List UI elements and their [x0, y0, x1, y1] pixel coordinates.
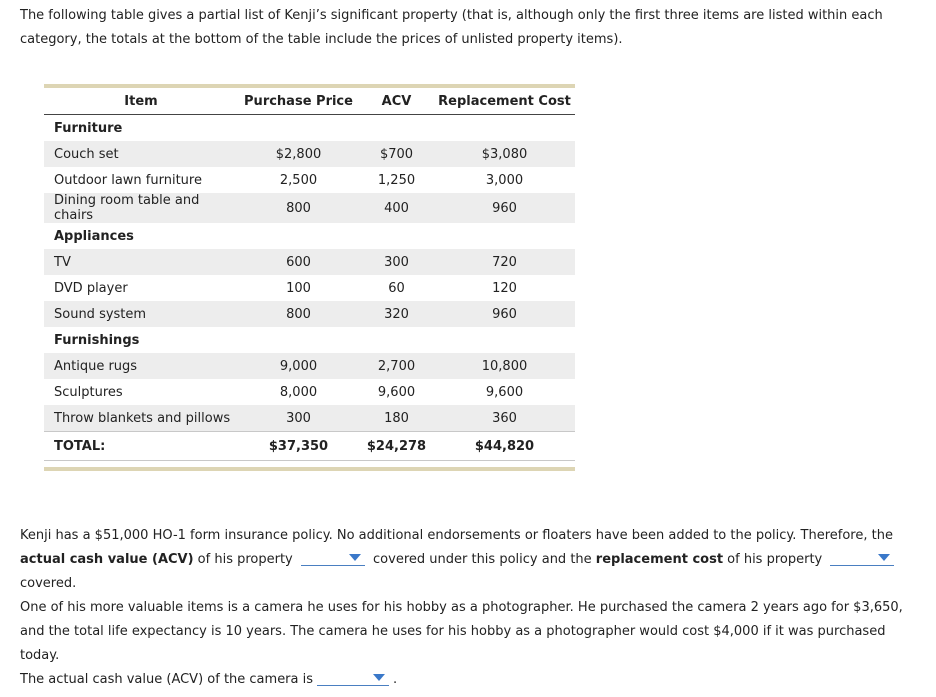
acv: 2,700: [359, 353, 434, 379]
acv: 1,250: [377, 172, 416, 188]
purchase-price: 300: [238, 405, 359, 432]
property-table: [44, 84, 575, 471]
replacement-coverage-dropdown[interactable]: [830, 551, 894, 566]
policy-text-3: covered under this policy and the: [373, 552, 596, 567]
category-row: [44, 115, 575, 142]
header-replacement-cost: Replacement Cost: [434, 88, 575, 115]
replacement-cost: 360: [434, 405, 575, 432]
acv: 60: [388, 280, 405, 296]
purchase-price: 100: [286, 280, 311, 296]
intro-text: The following table gives a partial list of Kenji’s significant property (that is, although only the first three items are listed within each category, the totals at the bottom of the table include the prices of unlisted property items).: [20, 8, 883, 47]
purchase-price: 8,000: [279, 384, 318, 400]
acv: 400: [359, 193, 434, 223]
total-purchase-price: $37,350: [238, 432, 359, 461]
replacement-cost-emphasis: replacement cost: [595, 552, 724, 567]
replacement-cost: 3,000: [485, 172, 524, 188]
header-item: Item: [44, 88, 238, 115]
header-purchase-price: Purchase Price: [238, 88, 359, 115]
chevron-down-icon: [349, 554, 361, 561]
item-name: Outdoor lawn furniture: [54, 172, 202, 188]
purchase-price: 2,500: [279, 172, 318, 188]
replacement-cost: 9,600: [485, 384, 524, 400]
purchase-price: 9,000: [238, 353, 359, 379]
purchase-price: $2,800: [238, 141, 359, 167]
purchase-price: 600: [238, 249, 359, 275]
replacement-cost: 960: [434, 193, 575, 223]
total-replacement-cost: $44,820: [434, 432, 575, 461]
acv: 180: [359, 405, 434, 432]
camera-acv-dropdown[interactable]: [317, 671, 389, 686]
table-row: [44, 353, 575, 379]
table-bottom-rule: [44, 467, 575, 471]
acv: 320: [359, 301, 434, 327]
acv-emphasis: actual cash value (ACV): [20, 552, 194, 567]
item-name: Throw blankets and pillows: [44, 405, 238, 432]
category-row: [44, 223, 575, 249]
policy-text-4: of his property: [723, 552, 823, 567]
table-row: [44, 275, 575, 301]
table-row: [44, 379, 575, 405]
camera-paragraph: One of his more valuable items is a camera he uses for his hobby as a photographer. He purchased the camera 2 years ago for $3,650, and the total life expectancy is 10 years. The camera he uses for his hobby as a photographer would cost $4,000 if it was purchased today.: [20, 600, 903, 663]
table-row: [44, 193, 575, 223]
acv: $700: [359, 141, 434, 167]
chevron-down-icon: [878, 554, 890, 561]
policy-text-1: Kenji has a $51,000 HO-1 form insurance policy. No additional endorsements or floaters have been added to the policy. Therefore, the: [20, 528, 893, 543]
item-name: DVD player: [54, 280, 128, 296]
policy-paragraph: [20, 524, 925, 596]
item-name: Couch set: [44, 141, 238, 167]
acv: 300: [359, 249, 434, 275]
table-row: [44, 249, 575, 275]
item-name: Dining room table and chairs: [44, 193, 238, 223]
table-row: [44, 405, 575, 432]
item-name: Sculptures: [54, 384, 123, 400]
category-row: [44, 327, 575, 353]
table-row: [44, 167, 575, 193]
chevron-down-icon: [373, 674, 385, 681]
replacement-cost: $3,080: [434, 141, 575, 167]
acv: 9,600: [377, 384, 416, 400]
question-suffix: .: [393, 672, 398, 687]
item-name: Sound system: [44, 301, 238, 327]
category-furniture: Furniture: [54, 120, 123, 136]
table-row: [44, 141, 575, 167]
purchase-price: 800: [238, 301, 359, 327]
policy-text-2: of his property: [193, 552, 293, 567]
item-name: Antique rugs: [44, 353, 238, 379]
item-name: TV: [44, 249, 238, 275]
camera-acv-question: [20, 668, 925, 692]
replacement-cost: 10,800: [434, 353, 575, 379]
replacement-cost: 720: [434, 249, 575, 275]
header-acv: ACV: [359, 88, 434, 115]
category-furnishings: Furnishings: [54, 332, 140, 348]
question-prefix: The actual cash value (ACV) of the camera is: [20, 672, 314, 687]
total-label: TOTAL:: [44, 432, 238, 461]
table-row: [44, 301, 575, 327]
purchase-price: 800: [238, 193, 359, 223]
replacement-cost: 960: [434, 301, 575, 327]
total-acv: $24,278: [359, 432, 434, 461]
table-header-row: [44, 88, 575, 115]
policy-text-5: covered.: [20, 576, 77, 591]
total-row: [44, 432, 575, 461]
replacement-cost: 120: [492, 280, 517, 296]
acv-coverage-dropdown[interactable]: [301, 551, 365, 566]
category-appliances: Appliances: [54, 228, 134, 244]
